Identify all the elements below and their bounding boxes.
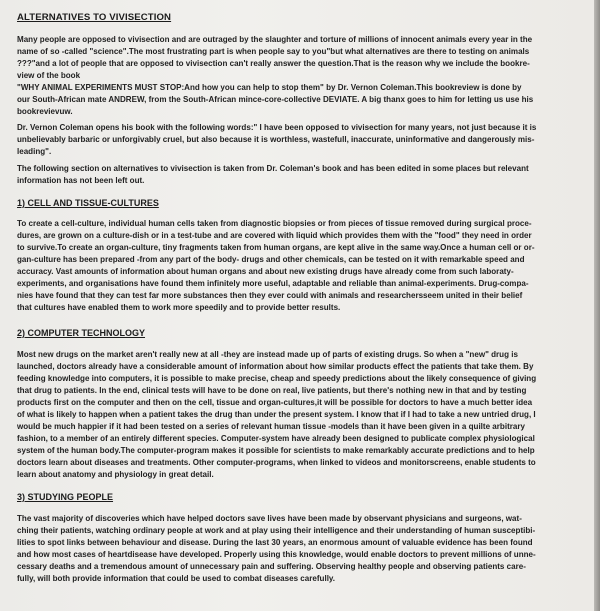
text-line: our South-African mate ANDREW, from the South-African mince-core-collective DEVIATE. A big thanx goes to him for letting us use his: [17, 95, 534, 104]
text-line: dures, are grown on a culture-dish or in a test-tube and are covered with liquid which provides them with the "food" they need in order: [17, 231, 532, 240]
section-body-cell-cultures: [17, 218, 589, 314]
text-line: bookrevievuw.: [17, 107, 73, 116]
text-line: Most new drugs on the market aren't really new at all -they are instead made up of parts of existing drugs. So when a "new" drug is: [17, 350, 518, 359]
text-line: nies have found that they can test far more substances then they ever could with animals and researchersseem united in their belief: [17, 291, 523, 300]
text-line: The vast majority of discoveries which have helped doctors save lives have been made by observant physicians and surgeons, wat-: [17, 514, 522, 523]
text-line: would be much happier if it had been tested on a series of relevant human tissue -models than it have been given in a quilte arbitrary: [17, 422, 525, 431]
section-heading-cell-cultures: 1) CELL AND TISSUE-CULTURES: [17, 198, 159, 208]
text-line: doctors learn about diseases and treatments. Other computer-programs, when linked to videos and monitorscreens, enable students to: [17, 458, 536, 467]
text-line: name of so -called "science".The most frustrating part is when people say to you"but what alternatives are there to testing on animals: [17, 47, 530, 56]
text-line: ???"and a lot of people that are opposed to vivisection can't really answer the question.That is the reason why we include the bookre-: [17, 59, 530, 68]
text-line: that drug to patients. In the end, clinical tests will have to be done on real, live patients, but there's nothing new in that and by testing: [17, 386, 527, 395]
text-line: information has not been left out.: [17, 176, 145, 185]
section-body-studying-people: [17, 513, 589, 585]
text-line: ching their patients, watching ordinary people at work and at play using their intelligence and their understanding of human susceptibi-: [17, 526, 536, 535]
text-line: lities to spot links between behaviour and disease. During the last 30 years, an enormous amount of valuable evidence has been found: [17, 538, 533, 547]
document-title: ALTERNATIVES TO VIVISECTION: [17, 12, 172, 23]
section-body-computer-technology: [17, 349, 589, 481]
text-line: products first on the computer and then on the cell, tissue and organ-cultures,it will be possible for doctors to have a much better idea: [17, 398, 533, 407]
text-line: of what is likely to happen when a patient takes the drug than under the present system. I know that if I had to take a new untried drug, I: [17, 410, 536, 419]
text-line: cessary deaths and a tremendous amount of unnecessary pain and suffering. Observing healthy people and observing patients care-: [17, 562, 526, 571]
text-line: gan-culture has been prepared -from any part of the body- drugs and other chemicals, can be tested on it with remarkable speed and: [17, 255, 525, 264]
text-line: To create a cell-culture, individual human cells taken from diagnostic biopsies or from pieces of tissue removed during surgical proce-: [17, 219, 532, 228]
text-line: fully, will both provide information that could be used to combat diseases carefully.: [17, 574, 336, 583]
text-line: accuracy. Vast amounts of information about human organs and about new existing drugs have already come from such laboraty-: [17, 267, 514, 276]
intro-paragraph-1: [17, 34, 589, 118]
text-line: The following section on alternatives to vivisection is taken from Dr. Coleman's book and has been edited in some places but relevant: [17, 164, 529, 173]
text-line: view of the book: [17, 71, 81, 80]
text-line: "WHY ANIMAL EXPERIMENTS MUST STOP:And how you can help to stop them" by Dr. Vernon Coleman.This bookreview is done by: [17, 83, 522, 92]
intro-paragraph-2: [17, 122, 589, 158]
text-line: to survive.To create an organ-culture, tiny fragments taken from human organs, are kept alive in the same way.Once a human cell or or-: [17, 243, 535, 252]
text-line: that cultures have enabled them to work more speedily and to provide better results.: [17, 303, 341, 312]
text-line: launched, doctors already have a considerable amount of information about how similar products effect the patients that take them. By: [17, 362, 534, 371]
text-line: system of the human body.The computer-program makes it possible for scientists to make remarkably accurate predictions and to help: [17, 446, 535, 455]
section-heading-studying-people: 3) STUDYING PEOPLE: [17, 492, 114, 502]
text-line: unbelievably barbaric or unforgivably cruel, but also because it is worthless, wastefull, inaccurate, uninformative and dangerously mis-: [17, 135, 535, 144]
section-heading-computer-technology: 2) COMPUTER TECHNOLOGY: [17, 328, 146, 338]
page-edge-shadow: [594, 0, 600, 611]
text-line: experiments, and organisations have found them infinitely more useful, adaptable and reliable than animal-experiments. Drug-compa-: [17, 279, 529, 288]
text-line: fashion, to a member of an entirely different species. Computer-system have already been designed to publicate complex physiological: [17, 434, 535, 443]
text-line: and how most cases of heartdisease have developed. Properly using this knowledge, would enable doctors to prevent millions of unne-: [17, 550, 536, 559]
text-line: Dr. Vernon Coleman opens his book with the following words:" I have been opposed to vivisection for many years, not just because it is: [17, 123, 537, 132]
text-line: leading".: [17, 147, 52, 156]
text-line: feeding knowledge into computers, it is possible to make precise, cheap and speedy predictions about the likely consequence of giving: [17, 374, 537, 383]
text-line: learn about anatomy and physiology in great detail.: [17, 470, 214, 479]
intro-paragraph-3: [17, 163, 589, 187]
text-line: Many people are opposed to vivisection and are outraged by the slaughter and torture of millions of innocent animals every year in the: [17, 35, 533, 44]
